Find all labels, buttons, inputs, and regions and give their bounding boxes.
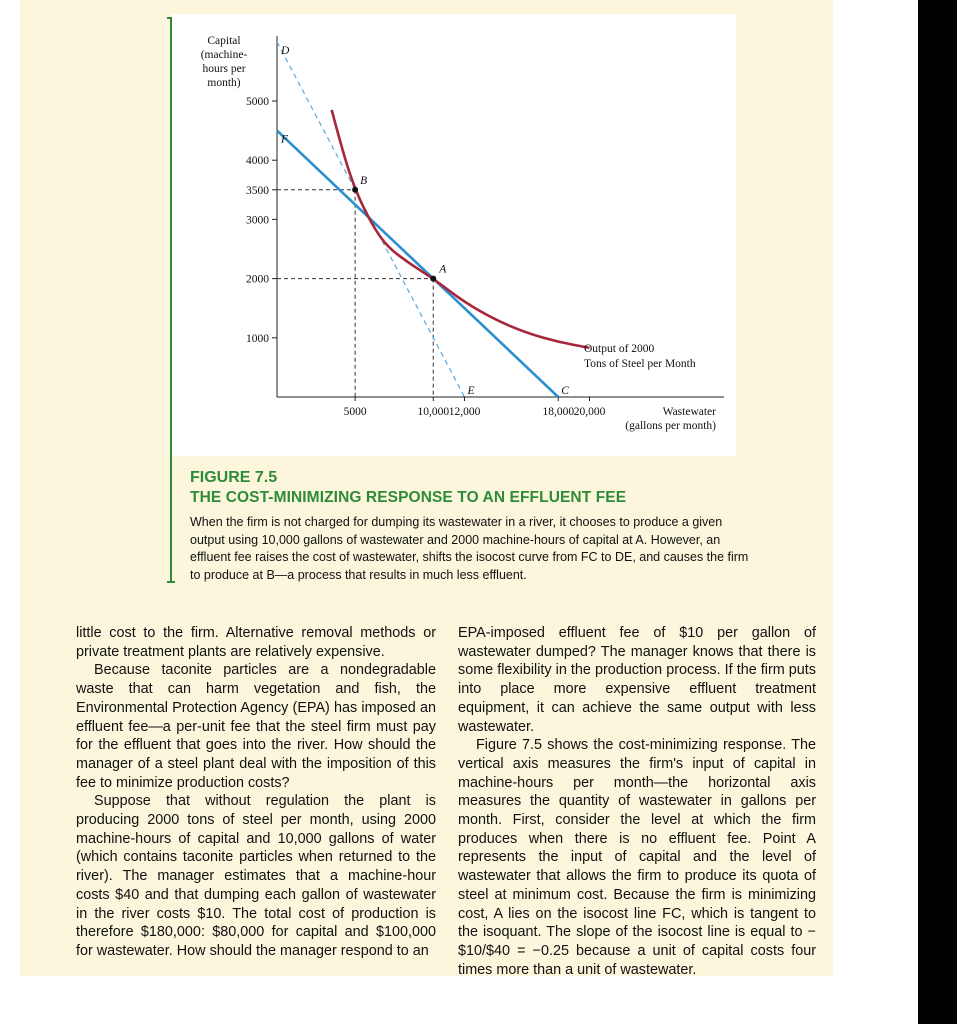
y-tick-label: 3000 <box>246 214 269 227</box>
endpoint-label-D: D <box>281 44 290 57</box>
paragraph: Because taconite particles are a nondegradable waste that can harm vegetation and fish, the Environmental Protection Agency (EPA) has imposed an effluent fee—a per-unit fee that the steel firm must pay for the effluent that goes into the river. How should the manager of a steel plant deal with the imposition of this fee to minimize production costs? <box>76 662 436 791</box>
endpoint-label-F: F <box>281 133 289 146</box>
isoquant-label: Tons of Steel per Month <box>584 358 696 370</box>
figure-number: FIGURE 7.5 <box>190 469 278 486</box>
y-tick-label: 3500 <box>246 184 269 197</box>
figure-caption-text: When the firm is not charged for dumping its wastewater in a river, it chooses to produce a given output using 10,000 gallons of wastewater and 2000 machine-hours of capital at A. However, an effluent fee raises the cost of wastewater, shifts the isocost curve from FC to DE, and causes the firm to produce at B—a process that results in much less effluent. <box>190 515 749 582</box>
effluent-fee-chart <box>0 0 957 460</box>
figure-title: THE COST-MINIMIZING RESPONSE TO AN EFFLUENT FEE <box>190 489 627 506</box>
y-tick-label: 1000 <box>246 332 269 345</box>
right-text-column <box>458 624 816 979</box>
page-bottom-margin <box>0 976 918 1024</box>
point-label-A: A <box>439 263 447 276</box>
point-B <box>352 187 358 193</box>
x-tick-label: 18,000 <box>542 406 575 418</box>
x-tick-label: 10,000 <box>417 406 450 418</box>
y-axis-label: hours per <box>202 63 246 75</box>
y-tick-label: 4000 <box>246 155 269 168</box>
paragraph: Suppose that without regulation the plant is producing 2000 tons of steel per month, using 2000 machine-hours of capital and 10,000 gallons of water (which contains taconite particles when returned to the river). The manager estimates that a machine-hour costs $40 and that dumping each gallon of wastewater in the river costs $10. The total cost of production is therefore $180,000: $80,000 for capital and $100,000 for wastewater. How should the manager respond to an <box>76 793 436 959</box>
isoquant-curve <box>332 110 590 348</box>
y-axis-label: Capital <box>207 35 241 47</box>
isocost-line-FC <box>277 131 558 397</box>
paragraph: little cost to the firm. Alternative removal methods or private treatment plants are relatively expensive. <box>76 625 436 660</box>
figure-rule-bottom-tick <box>167 581 175 583</box>
x-tick-label: 5000 <box>343 406 367 418</box>
isoquant-label: Output of 2000 <box>584 343 655 355</box>
x-tick-label: 12,000 <box>448 406 481 418</box>
point-A <box>430 276 436 282</box>
x-axis-label: (gallons per month) <box>625 420 716 432</box>
y-tick-label: 5000 <box>246 96 269 108</box>
left-text-column <box>76 624 436 961</box>
paragraph: Figure 7.5 shows the cost-minimizing response. The vertical axis measures the firm's input of capital in machine-hours per month—the horizontal axis measures the quantity of wastewater in gallons per month. First, consider the level at which the firm produces when there is no effluent fee. Point A represents the input of capital and the level of wastewater that allows the firm to produce its quota of steel at minimum cost. Because the firm is minimizing cost, A lies on the isocost line FC, which is tangent to the isoquant. The slope of the isocost line is equal to −$10/$40 = −0.25 because a unit of capital costs four times more than a unit of wastewater. <box>458 737 816 978</box>
paragraph: EPA-imposed effluent fee of $10 per gallon of wastewater dumped? The manager knows that there is some flexibility in the production process. If the firm puts into place more expensive effluent treatment equipment, it can achieve the same output with less wastewater. <box>458 625 816 735</box>
figure-caption <box>190 468 750 584</box>
x-axis-label: Wastewater <box>662 406 716 418</box>
y-tick-label: 2000 <box>246 273 269 286</box>
endpoint-label-E: E <box>467 385 475 397</box>
y-axis-label: month) <box>207 77 241 89</box>
endpoint-label-C: C <box>561 385 569 397</box>
x-tick-label: 20,000 <box>573 406 606 418</box>
point-label-B: B <box>360 174 368 187</box>
y-axis-label: (machine- <box>200 49 248 61</box>
